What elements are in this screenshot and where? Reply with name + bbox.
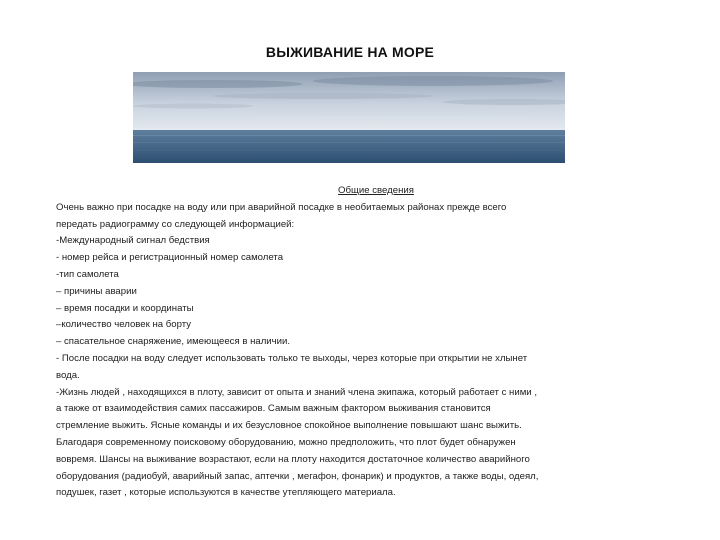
- text-line: – причины аварии: [56, 285, 137, 297]
- sea-horizon-image: [133, 72, 565, 163]
- text-line: передать радиограмму со следующей информацией:: [56, 218, 295, 230]
- text-line: вода.: [56, 369, 80, 381]
- text-line: оборудования (радиобуй, аварийный запас, аптечки , мегафон, фонарик) и продуктов, а также воды, одеял,: [56, 470, 539, 482]
- page-title: ВЫЖИВАНИЕ НА МОРЕ: [265, 44, 435, 60]
- text-line: стремление выжить. Ясные команды и их безусловное спокойное выполнение повышают шанс выжить.: [56, 420, 522, 432]
- text-line: -тип самолета: [56, 268, 119, 280]
- text-line: -Жизнь людей , находящихся в плоту, зависит от опыта и знаний члена экипажа, который работает с ними ,: [56, 386, 537, 398]
- sea: [133, 130, 565, 163]
- text-line: –количество человек на борту: [56, 319, 192, 331]
- text-lines: [56, 200, 666, 502]
- text-line: - номер рейса и регистрационный номер самолета: [56, 252, 284, 264]
- text-line: -Международный сигнал бедствия: [56, 235, 210, 247]
- text-line: а также от взаимодействия самих пассажиров. Самым важным фактором выживания становится: [56, 403, 491, 415]
- text-line: Очень важно при посадке на воду или при аварийной посадке в необитаемых районах прежде всего: [56, 201, 507, 213]
- text-line: – спасательное снаряжение, имеющееся в наличии.: [56, 336, 291, 348]
- section-subtitle: Общие сведения: [338, 185, 414, 196]
- text-line: вовремя. Шансы на выживание возрастают, если на плоту находится достаточное количество аварийного: [56, 453, 530, 465]
- body-text: [56, 183, 666, 502]
- text-line: Благодаря современному поисковому оборудованию, можно предположить, что плот будет обнаружен: [56, 436, 516, 448]
- sea-horizon-photo: [133, 72, 565, 163]
- text-line: подушек, газет , которые используются в качестве утепляющего материала.: [56, 487, 396, 499]
- text-line: – время посадки и координаты: [56, 302, 194, 314]
- text-line: - После посадки на воду следует использовать только те выходы, через которые при открытии не хлынет: [56, 352, 528, 364]
